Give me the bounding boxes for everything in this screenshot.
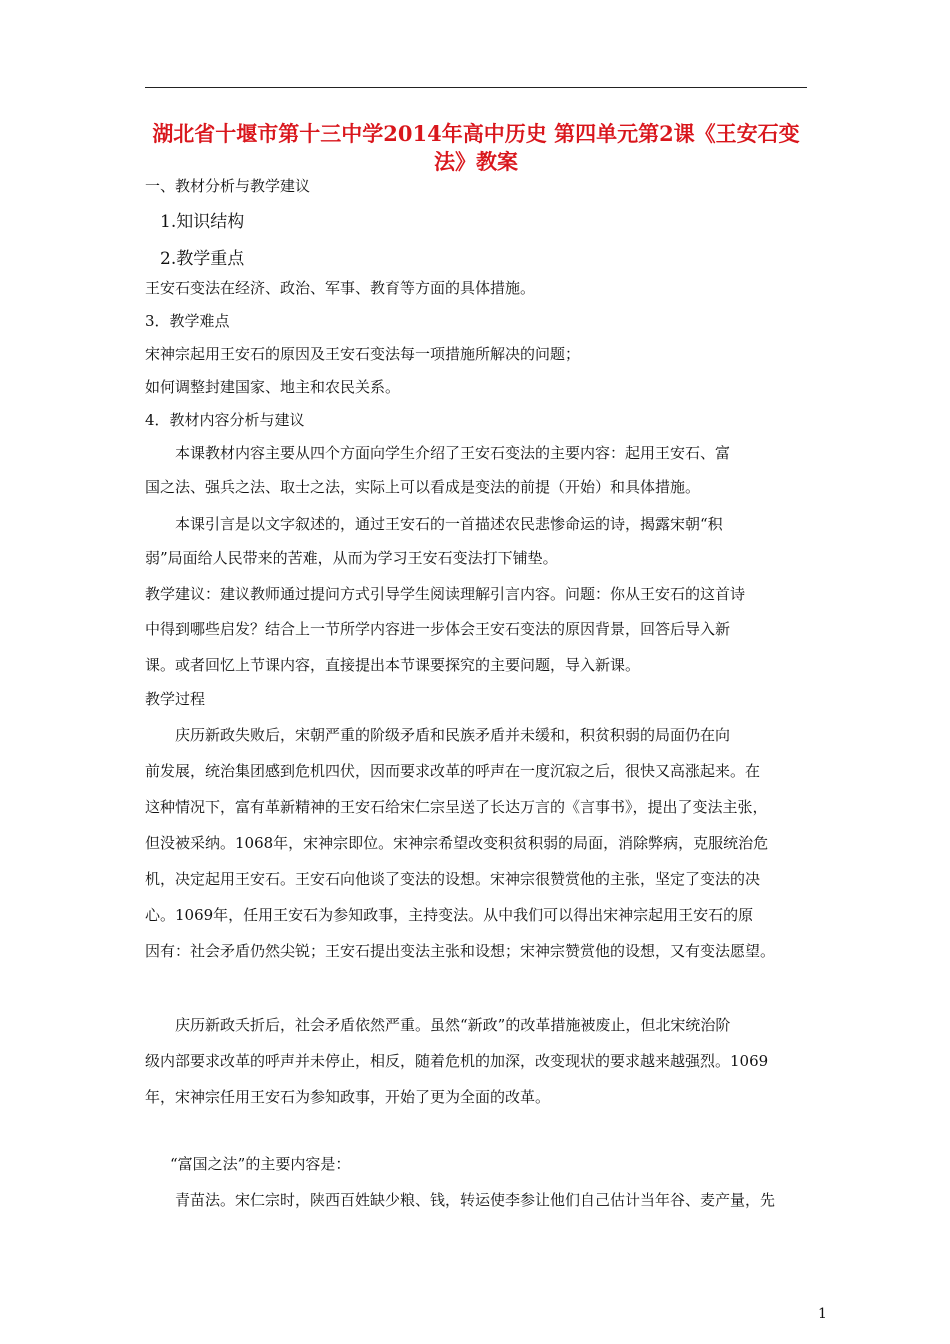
- page-number: 1: [818, 1306, 827, 1322]
- paragraph-line: 课。或者回忆上节课内容，直接提出本节课要探究的主要问题，导入新课。: [145, 656, 641, 674]
- paragraph-line: 弱”局面给人民带来的苦难，从而为学习王安石变法打下铺垫。: [145, 549, 558, 567]
- paragraph-line: 国之法、强兵之法、取士之法，实际上可以看成是变法的前提（开始）和具体措施。: [145, 478, 701, 496]
- paragraph-line: 级内部要求改革的呼声并未停止，相反，随着危机的加深，改变现状的要求越来越强烈。1069: [145, 1052, 769, 1070]
- header-rule: [145, 87, 807, 88]
- paragraph-line: 庆历新政失败后，宋朝严重的阶级矛盾和民族矛盾并未缓和，积贫积弱的局面仍在向: [175, 726, 731, 744]
- subheading-knowledge-structure: 1.知识结构: [160, 212, 245, 232]
- section-heading-1: 一、教材分析与教学建议: [145, 177, 311, 195]
- paragraph-line: 中得到哪些启发？结合上一节所学内容进一步体会王安石变法的原因背景，回答后导入新: [145, 620, 731, 638]
- paragraph-line: 庆历新政夭折后，社会矛盾依然严重。虽然“新政”的改革措施被废止，但北宋统治阶: [175, 1016, 731, 1034]
- paragraph-line: 王安石变法在经济、政治、军事、教育等方面的具体措施。: [145, 279, 536, 297]
- paragraph-line: 这种情况下，富有革新精神的王安石给宋仁宗呈送了长达万言的《言事书》，提出了变法主张，: [145, 798, 768, 816]
- paragraph-line: 本课引言是以文字叙述的，通过王安石的一首描述农民悲惨命运的诗，揭露宋朝“积: [175, 515, 723, 533]
- paragraph-line: 本课教材内容主要从四个方面向学生介绍了王安石变法的主要内容：起用王安石、富: [175, 444, 731, 462]
- subheading-process: 教学过程: [145, 690, 206, 708]
- paragraph-line: 前发展，统治集团感到危机四伏，因而要求改革的呼声在一度沉寂之后，很快又高涨起来。在: [145, 762, 761, 780]
- subheading-analysis: 4．教材内容分析与建议: [145, 411, 305, 429]
- paragraph-line: 宋神宗起用王安石的原因及王安石变法每一项措施所解决的问题；: [145, 345, 581, 363]
- subheading-teaching-focus: 2.教学重点: [160, 249, 245, 269]
- paragraph-line: 但没被采纳。1068年，宋神宗即位。宋神宗希望改变积贫积弱的局面，消除弊病，克服统治危: [145, 834, 769, 852]
- paragraph-line: 机，决定起用王安石。王安石向他谈了变法的设想。宋神宗很赞赏他的主张，坚定了变法的决: [145, 870, 761, 888]
- subheading-difficulty: 3．教学难点: [145, 312, 230, 330]
- document-title: 湖北省十堰市第十三中学2014年高中历史 第四单元第2课《王安石变法》教案: [152, 121, 800, 174]
- paragraph-line: 如何调整封建国家、地主和农民关系。: [145, 378, 401, 396]
- paragraph-line: 心。1069年，任用王安石为参知政事，主持变法。从中我们可以得出宋神宗起用王安石的原: [145, 906, 754, 924]
- subheading-wealth-methods: “富国之法”的主要内容是：: [170, 1155, 351, 1173]
- paragraph-line: 年，宋神宗任用王安石为参知政事，开始了更为全面的改革。: [145, 1088, 551, 1106]
- paragraph-line: 因有：社会矛盾仍然尖锐；王安石提出变法主张和设想；宋神宗赞赏他的设想，又有变法愿望。: [145, 942, 776, 960]
- paragraph-line: 青苗法。宋仁宗时，陕西百姓缺少粮、钱，转运使李参让他们自己估计当年谷、麦产量，先: [175, 1191, 776, 1209]
- paragraph-line: 教学建议：建议教师通过提问方式引导学生阅读理解引言内容。问题：你从王安石的这首诗: [145, 585, 746, 603]
